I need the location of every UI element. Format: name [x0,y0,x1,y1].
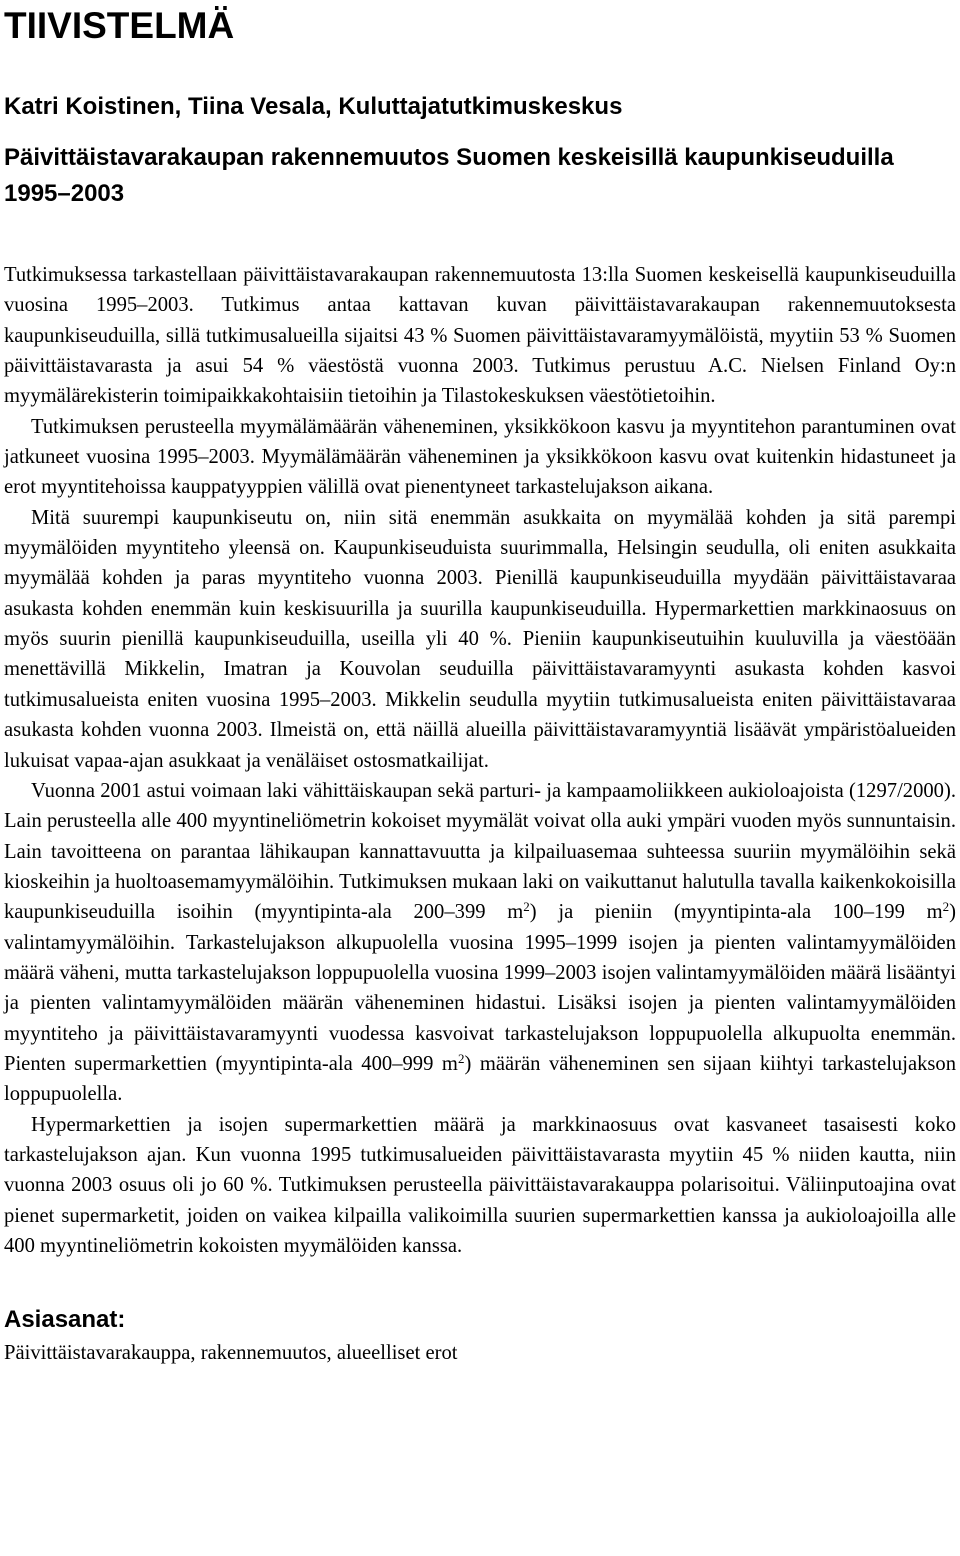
document-title: Päivittäistavarakaupan rakennemuutos Suomen keskeisillä kaupunkiseuduilla 1995–2003 [4,144,894,207]
paragraph-4-part-1: Vuonna 2001 astui voimaan laki vähittäiskaupan sekä parturi- ja kampaamoliikkeen aukioloajoista (1297/2000). Lain perusteella alle 400 myyntineliömetrin kokoiset myymälät voivat olla auki ympäri vuoden myös sunnuntaisin. Lain tavoitteena on parantaa lähikaupan kannattavuutta ja kilpailuasemaa suhteessa suuriin myymälöihin sekä kioskeihin ja huoltoasemamyymälöihin. Tutkimuksen mukaan laki on vaikuttanut halutulla tavalla kaikenkokoisilla kaupunkiseuduilla isoihin (myyntipinta-ala 200–399 m [4,779,956,924]
paragraph-4-part-2: ) ja pieniin (myyntipinta-ala 100–199 m [529,901,943,924]
abstract-paragraph-4 [4,776,956,1110]
keywords-list: Päivittäistavarakauppa, rakennemuutos, alueelliset erot [4,1342,458,1365]
abstract-paragraph-5: Hypermarkettien ja isojen supermarkettien määrä ja markkinaosuus ovat kasvaneet tasaisesti koko tarkastelujakson ajan. Kun vuonna 1995 tutkimusalueiden päivittäistavarasta myytiin 45 % niiden kautta, niin vuonna 2003 osuus oli jo 60 %. Tutkimuksen perusteella päivittäistavarakauppa polarisoitui. Väliinputoajina ovat pienet supermarketit, joiden on vaikea kilpailla valikoimilla suurien supermarkettien kanssa ja aukioloajoilla alle 400 myyntineliömetrin kokoisten myymälöiden kanssa. [4,1113,956,1257]
document-page [0,4,960,1556]
abstract-body [4,260,956,1261]
abstract-paragraph-1: Tutkimuksessa tarkastellaan päivittäistavarakaupan rakennemuutosta 13:lla Suomen keskeisellä kaupunkiseuduilla vuosina 1995–2003. Tutkimus antaa kattavan kuvan päivittäistavarakaupan rakennemuutoksesta kaupunkiseuduilla, sillä tutkimusalueilla sijaitsi 43 % Suomen päivittäistavaramyymälöistä, myytiin 53 % Suomen päivittäistavarasta ja asui 54 % väestöstä vuonna 2003. Tutkimus perustuu A.C. Nielsen Finland Oy:n myymälärekisterin toimipaikkakohtaisiin tietoihin ja Tilastokeskuksen väestötietoihin. [4,264,956,408]
keywords-heading: Asiasanat: [4,1306,126,1334]
abstract-paragraph-2: Tutkimuksen perusteella myymälämäärän väheneminen, yksikkökoon kasvu ja myyntitehon parantuminen ovat jatkuneet vuosina 1995–2003. Myymälämäärän väheneminen ja yksikkökoon kasvu ovat kuitenkin hidastuneet ja erot myyntitehoissa kauppatyyppien välillä ovat pienentyneet tarkastelujakson aikana. [4,415,956,499]
superscript-squared: 2 [457,1050,465,1066]
superscript-squared: 2 [523,899,530,915]
paragraph-4-part-4: ) määrän väheneminen sen sijaan kiihtyi tarkastelujakson loppupuolella. [4,1052,956,1106]
superscript-squared: 2 [942,899,950,915]
abstract-paragraph-3: Mitä suurempi kaupunkiseutu on, niin sitä enemmän asukkaita on myymälää kohden ja sitä parempi myymälöiden myyntiteho yleensä on. Kaupunkiseuduista suurimmalla, Helsingin seudulla, oli eniten asukkaita myymälää kohden ja paras myyntiteho vuonna 2003. Pienillä kaupunkiseuduilla myydään päivittäistavaraa asukasta kohden enemmän kuin keskisuurilla ja suurilla kaupunkiseuduilla. Hypermarkettien markkinaosuus on myös suurin pienillä kaupunkiseuduilla, useilla yli 40 %. Pieniin kaupunkiseutuihin kuuluvilla ja väestöään menettävillä Mikkelin, Imatran ja Kouvolan seuduilla päivittäistavaramyynti asukasta kohden kasvoi tutkimusalueista eniten vuosina 1995–2003. Mikkelin seudulla myytiin tutkimusalueista eniten päivittäistavaraa asukasta kohden vuonna 2003. Ilmeistä on, että näillä alueilla päivittäistavaramyyntiä lisäävät ympäristöalueiden lukuisat vapaa-ajan asukkaat ja venäläiset ostosmatkailijat. [4,506,956,772]
page-heading: TIIVISTELMÄ [4,5,235,46]
authors-line: Katri Koistinen, Tiina Vesala, Kuluttajatutkimuskeskus [4,93,623,120]
paragraph-4-part-3: ) valintamyymälöihin. Tarkastelujakson alkupuolella vuosina 1995–1999 isojen ja pienten valintamyymälöiden määrä väheni, mutta tarkastelujakson loppupuolella vuosina 1999–2003 isojen valintamyymälöiden määrä lisääntyi ja pienten valintamyymälöiden määrän väheneminen hidastui. Lisäksi isojen ja pienten valintamyymälöiden myyntiteho ja päivittäistavaramyynti vuodessa kasvoivat tarkastelujakson loppupuolella alkupuolta enemmän. Pienten supermarkettien (myyntipinta-ala 400–999 m [4,901,956,1075]
